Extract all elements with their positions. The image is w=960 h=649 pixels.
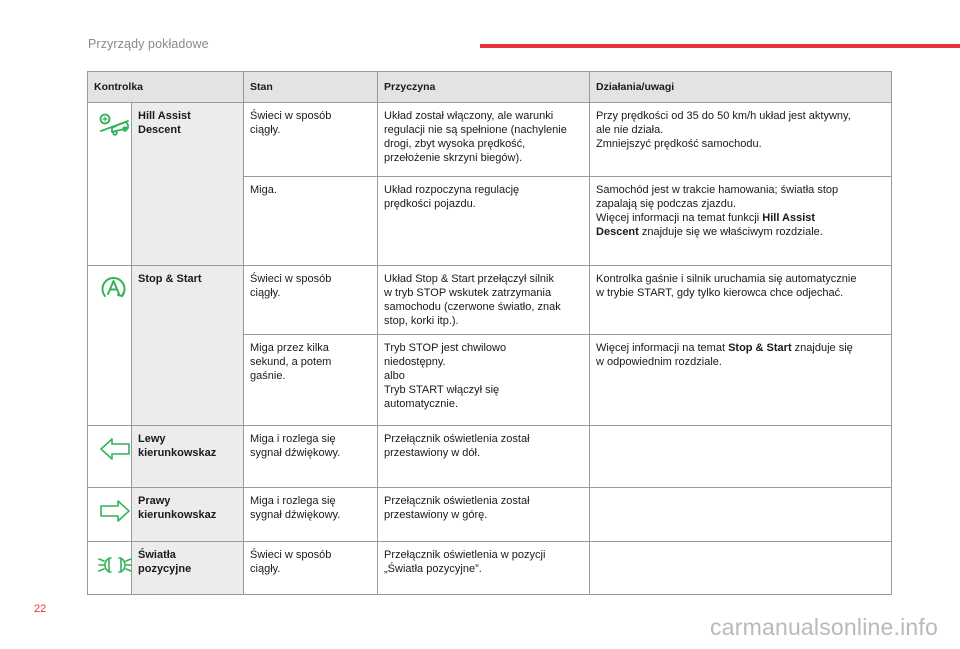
light-name: Prawy kierunkowskaz [132,488,244,542]
stop-start-icon [98,274,132,304]
light-name: Lewy kierunkowskaz [132,426,244,488]
action-text-bold: Stop & Start [728,342,792,354]
cause-cell: Przełącznik oświetlenia został przestawiony w dół. [378,426,590,488]
state-cell: Miga przez kilka sekund, a potem gaśnie. [244,335,378,426]
warning-lights-table [87,71,892,595]
action-cell [590,542,892,595]
action-text: Więcej informacji na temat [596,342,729,354]
state-cell: Miga i rozlega się sygnał dźwiękowy. [244,488,378,542]
table-row [88,266,892,335]
action-text: znajduje się w odpowiednim rozdziale. [596,342,853,368]
icon-cell [88,103,132,266]
state-cell: Świeci w sposób ciągły. [244,103,378,177]
cause-cell: Tryb STOP jest chwilowo niedostępny. albo Tryb START włączył się automatycznie. [378,335,590,426]
action-text: Samochód jest w trakcie hamowania; światła stop zapalają się podczas zjazdu. Więcej informacji na temat funkcji [596,184,839,224]
cause-cell: Przełącznik oświetlenia został przestawiony w górę. [378,488,590,542]
left-arrow-icon [98,434,132,464]
table-row [88,542,892,595]
action-cell: Kontrolka gaśnie i silnik uruchamia się automatycznie w trybie START, gdy tylko kierowca chce odjechać. [590,266,892,335]
hill-assist-descent-icon [98,111,132,141]
table-header-row [88,72,892,103]
state-cell: Miga. [244,177,378,266]
action-cell [590,426,892,488]
state-cell: Świeci w sposób ciągły. [244,266,378,335]
table-row [88,103,892,177]
cause-cell: Przełącznik oświetlenia w pozycji „Światła pozycyjne”. [378,542,590,595]
icon-cell [88,266,132,426]
column-header-przyczyna: Przyczyna [378,72,590,103]
column-header-dzialania: Działania/uwagi [590,72,892,103]
column-header-stan: Stan [244,72,378,103]
cause-cell: Układ Stop & Start przełączył silnik w tryb STOP wskutek zatrzymania samochodu (czerwone światło, znak stop, korki itp.). [378,266,590,335]
action-cell: Przy prędkości od 35 do 50 km/h układ jest aktywny, ale nie działa. Zmniejszyć prędkość samochodu. [590,103,892,177]
icon-cell [88,426,132,488]
action-cell [590,177,892,266]
column-header-kontrolka: Kontrolka [88,72,244,103]
watermark: carmanualsonline.info [710,614,938,640]
light-name: Stop & Start [132,266,244,426]
state-cell: Miga i rozlega się sygnał dźwiękowy. [244,426,378,488]
action-text: znajduje się we właściwym rozdziale. [638,226,823,238]
action-text-bold: Hill Assist Descent [596,212,816,238]
action-cell [590,488,892,542]
light-name: Światła pozycyjne [132,542,244,595]
table-row [88,488,892,542]
cause-cell: Układ został włączony, ale warunki regulacji nie są spełnione (nachylenie drogi, zbyt wysoka prędkość, przełożenie skrzyni biegów). [378,103,590,177]
page-number: 22 [34,603,47,615]
table-row [88,426,892,488]
light-name: Hill Assist Descent [132,103,244,266]
section-title: Przyrządy pokładowe [88,37,209,51]
icon-cell [88,542,132,595]
icon-cell [88,488,132,542]
right-arrow-icon [98,496,132,526]
header-accent-bar [480,44,960,48]
state-cell: Świeci w sposób ciągły. [244,542,378,595]
action-cell [590,335,892,426]
sidelights-icon [98,550,132,580]
cause-cell: Układ rozpoczyna regulację prędkości pojazdu. [378,177,590,266]
